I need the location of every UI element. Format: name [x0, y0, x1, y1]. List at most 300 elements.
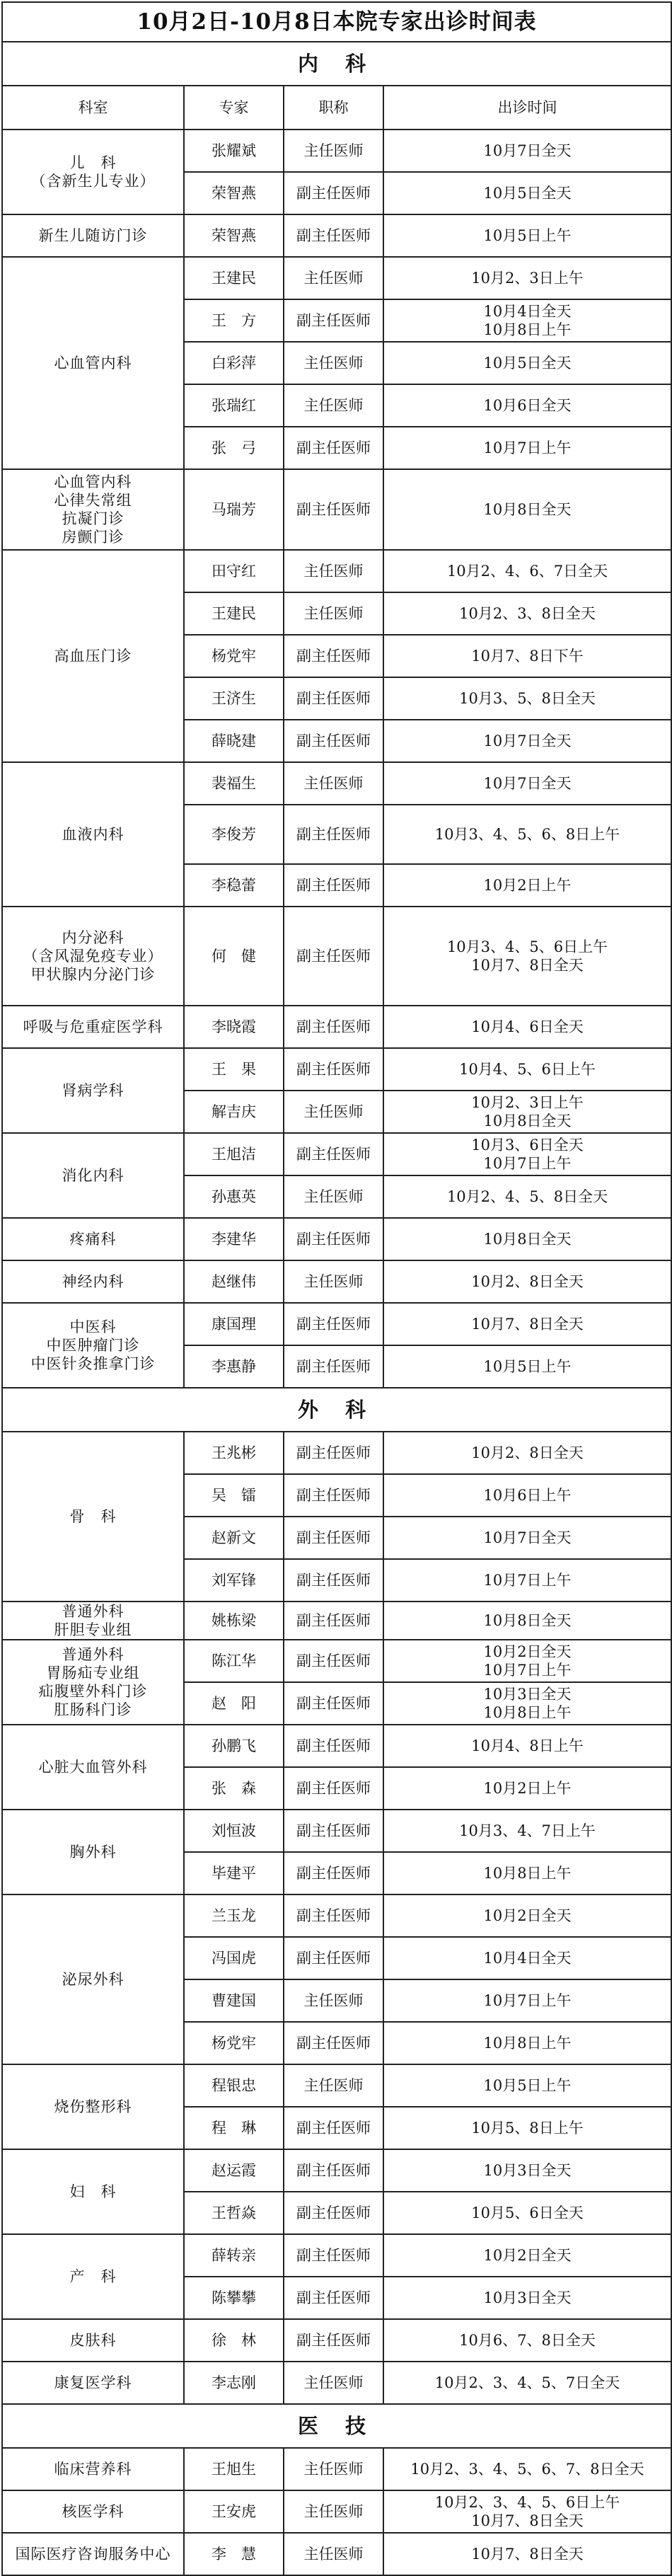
expert-cell: 张 森 — [184, 1767, 284, 1810]
dept-cell — [2, 2533, 184, 2575]
time-cell — [383, 2107, 671, 2149]
rank-cell: 主任医师 — [284, 130, 383, 172]
expert-cell: 解吉庆 — [184, 1091, 284, 1133]
dept-cell — [2, 2319, 184, 2362]
time-cell — [383, 1979, 671, 2022]
time-cell — [383, 1432, 671, 1474]
expert-cell: 冯国虎 — [184, 1937, 284, 1979]
time-cell — [383, 1218, 671, 1260]
table-row — [2, 550, 671, 592]
dept-cell — [2, 1006, 184, 1048]
cell-line: 10月5、8日上午 — [471, 2120, 584, 2137]
cell-line: 10月3日全天 — [483, 2289, 572, 2306]
time-cell — [383, 299, 671, 342]
expert-cell: 李稳蕾 — [184, 864, 284, 907]
dept-cell — [2, 762, 184, 907]
table-row — [2, 1303, 671, 1345]
expert-cell: 姚栋梁 — [184, 1602, 284, 1640]
cell-line: 新生儿随访门诊 — [38, 227, 148, 244]
rank-cell: 主任医师 — [284, 1091, 383, 1133]
cell-line: 10月5日全天 — [483, 355, 572, 372]
section-row — [2, 1388, 671, 1432]
cell-line: 10月8日全天 — [483, 1231, 572, 1248]
table-row — [2, 1432, 671, 1474]
expert-cell: 杨党牢 — [184, 635, 284, 677]
rank-cell: 副主任医师 — [284, 1894, 383, 1937]
rank-cell: 副主任医师 — [284, 1218, 383, 1260]
time-cell — [383, 469, 671, 550]
cell-line: 10月3日全天 — [483, 1686, 572, 1703]
cell-line: 10月3、5、8日全天 — [459, 690, 596, 707]
time-cell — [383, 172, 671, 214]
cell-line: 儿 科 — [69, 154, 117, 171]
cell-line: 妇 科 — [69, 2183, 117, 2200]
dept-cell — [2, 2234, 184, 2319]
expert-cell: 李建华 — [184, 1218, 284, 1260]
rank-cell: 副主任医师 — [284, 2319, 383, 2362]
cell-line: 10月2、3、4、5、7日全天 — [434, 2374, 620, 2391]
cell-line: 10月7日上午 — [483, 439, 572, 456]
time-cell — [383, 1006, 671, 1048]
expert-cell: 兰玉龙 — [184, 1894, 284, 1937]
rank-cell: 副主任医师 — [284, 677, 383, 720]
expert-cell: 赵新文 — [184, 1517, 284, 1559]
cell-line: 产 科 — [69, 2268, 117, 2285]
time-cell — [383, 720, 671, 762]
expert-cell: 王旭生 — [184, 2448, 284, 2490]
cell-line: 中医肿瘤门诊 — [46, 1337, 140, 1354]
dept-cell — [2, 469, 184, 550]
rank-cell: 副主任医师 — [284, 864, 383, 907]
rank-cell: 副主任医师 — [284, 720, 383, 762]
table-row — [2, 2533, 671, 2575]
rank-cell: 主任医师 — [284, 257, 383, 299]
expert-cell: 薛转亲 — [184, 2234, 284, 2277]
cell-line: 骨 科 — [69, 1508, 117, 1525]
rank-cell: 副主任医师 — [284, 2149, 383, 2192]
cell-line: 10月5日上午 — [483, 1358, 572, 1375]
table-row — [2, 1894, 671, 1937]
dept-cell — [2, 550, 184, 762]
rank-cell: 主任医师 — [284, 342, 383, 384]
cell-line: 10月7、8日全天 — [471, 1316, 584, 1333]
cell-line: 10月7日上午 — [483, 1992, 572, 2009]
cell-line: 10月3、4、5、6、8日上午 — [434, 826, 620, 843]
expert-cell: 王 方 — [184, 299, 284, 342]
time-cell — [383, 1091, 671, 1133]
page-title: 10月2日-10月8日本院专家出诊时间表 — [2, 2, 671, 42]
cell-line: 10月7、8日全天 — [471, 957, 584, 974]
expert-cell: 张耀斌 — [184, 130, 284, 172]
time-cell — [383, 2319, 671, 2362]
cell-line: 10月3、6日全天 — [471, 1137, 584, 1154]
table-row — [2, 1602, 671, 1640]
rank-cell: 副主任医师 — [284, 1682, 383, 1725]
rank-cell: 副主任医师 — [284, 1432, 383, 1474]
time-cell — [383, 592, 671, 635]
time-cell — [383, 864, 671, 907]
time-cell — [383, 677, 671, 720]
dept-cell — [2, 2149, 184, 2234]
header-time: 出诊时间 — [383, 86, 671, 130]
expert-cell: 王建民 — [184, 257, 284, 299]
cell-line: 房颤门诊 — [62, 529, 124, 546]
table-row — [2, 2490, 671, 2533]
time-cell — [383, 2448, 671, 2490]
table-row — [2, 2149, 671, 2192]
table-row — [2, 1133, 671, 1175]
cell-line: 烧伤整形科 — [54, 2098, 132, 2115]
cell-line: 10月2、8日全天 — [471, 1273, 584, 1290]
dept-cell — [2, 2490, 184, 2533]
cell-line: 胸外科 — [69, 1844, 117, 1861]
rank-cell: 副主任医师 — [284, 2107, 383, 2149]
cell-line: 10月7日上午 — [483, 1572, 572, 1589]
rank-cell: 主任医师 — [284, 762, 383, 805]
expert-cell: 赵继伟 — [184, 1260, 284, 1303]
cell-line: 肝胆专业组 — [54, 1621, 132, 1638]
time-cell — [383, 1048, 671, 1091]
dept-cell — [2, 130, 184, 214]
time-cell — [383, 635, 671, 677]
rank-cell: 副主任医师 — [284, 907, 383, 1006]
cell-line: 心脏大血管外科 — [38, 1759, 148, 1776]
expert-cell: 李 慧 — [184, 2533, 284, 2575]
time-cell — [383, 1937, 671, 1979]
cell-line: 10月3、4、5、6日上午 — [446, 938, 608, 955]
table-row — [2, 214, 671, 257]
time-cell — [383, 907, 671, 1006]
rank-cell: 副主任医师 — [284, 1852, 383, 1894]
dept-cell — [2, 1260, 184, 1303]
table-row — [2, 1640, 671, 1682]
expert-cell: 王建民 — [184, 592, 284, 635]
expert-cell: 薛晓建 — [184, 720, 284, 762]
cell-line: 10月8日上午 — [483, 1704, 572, 1721]
rank-cell: 副主任医师 — [284, 2192, 383, 2234]
expert-cell: 陈江华 — [184, 1640, 284, 1682]
cell-line: 普通外科 — [62, 1646, 124, 1663]
cell-line: （含新生儿专业） — [30, 173, 156, 190]
cell-line: 普通外科 — [62, 1603, 124, 1620]
expert-cell: 张瑞红 — [184, 384, 284, 427]
time-cell — [383, 2533, 671, 2575]
cell-line: 10月5日上午 — [483, 227, 572, 244]
time-cell — [383, 2277, 671, 2319]
time-cell — [383, 1602, 671, 1640]
expert-cell: 曹建国 — [184, 1979, 284, 2022]
cell-line: 甲状腺内分泌门诊 — [30, 966, 156, 983]
expert-cell: 刘恒波 — [184, 1810, 284, 1852]
rank-cell: 副主任医师 — [284, 1345, 383, 1388]
cell-line: 10月2、4、6、7日全天 — [446, 563, 608, 580]
dept-cell — [2, 2064, 184, 2149]
cell-line: 10月7、8日全天 — [471, 2546, 584, 2563]
rank-cell: 副主任医师 — [284, 427, 383, 469]
schedule-body — [2, 2, 671, 2575]
rank-cell: 主任医师 — [284, 1260, 383, 1303]
cell-line: 10月5、6日全天 — [471, 2204, 584, 2221]
dept-cell — [2, 1048, 184, 1133]
dept-cell — [2, 1810, 184, 1894]
rank-cell: 副主任医师 — [284, 1767, 383, 1810]
section-row — [2, 2404, 671, 2448]
cell-line: 康复医学科 — [54, 2374, 132, 2391]
table-row — [2, 469, 671, 550]
expert-cell: 王安虎 — [184, 2490, 284, 2533]
section-title: 医 技 — [2, 2404, 671, 2448]
rank-cell: 副主任医师 — [284, 635, 383, 677]
time-cell — [383, 2192, 671, 2234]
cell-line: 抗凝门诊 — [62, 510, 124, 527]
section-title: 内 科 — [2, 42, 671, 86]
rank-cell: 主任医师 — [284, 1175, 383, 1218]
header-row — [2, 86, 671, 130]
table-row — [2, 1810, 671, 1852]
time-cell — [383, 805, 671, 864]
cell-line: 10月2、4、5、8日全天 — [446, 1188, 608, 1205]
table-row — [2, 1260, 671, 1303]
dept-cell — [2, 1640, 184, 1725]
time-cell — [383, 2022, 671, 2064]
cell-line: 高血压门诊 — [54, 648, 132, 665]
time-cell — [383, 1725, 671, 1767]
time-cell — [383, 1810, 671, 1852]
time-cell — [383, 1767, 671, 1810]
rank-cell: 主任医师 — [284, 2362, 383, 2404]
time-cell — [383, 2234, 671, 2277]
time-cell — [383, 1640, 671, 1682]
dept-cell — [2, 2362, 184, 2404]
cell-line: 泌尿外科 — [62, 1971, 124, 1988]
time-cell — [383, 2149, 671, 2192]
table-row — [2, 2319, 671, 2362]
rank-cell: 主任医师 — [284, 550, 383, 592]
table-row — [2, 2064, 671, 2107]
cell-line: 10月4、5、6日上午 — [459, 1061, 596, 1078]
cell-line: 10月2、3、4、5、6日上午 — [434, 2494, 620, 2511]
expert-cell: 吴 镭 — [184, 1474, 284, 1517]
dept-cell — [2, 1602, 184, 1640]
table-row — [2, 1218, 671, 1260]
rank-cell: 主任医师 — [284, 1979, 383, 2022]
expert-cell: 赵 阳 — [184, 1682, 284, 1725]
cell-line: 10月8日全天 — [483, 501, 572, 518]
rank-cell: 副主任医师 — [284, 1133, 383, 1175]
cell-line: 10月4日全天 — [483, 303, 572, 320]
cell-line: 10月4日全天 — [483, 1950, 572, 1967]
cell-line: 肾病学科 — [62, 1082, 124, 1099]
expert-cell: 田守红 — [184, 550, 284, 592]
cell-line: 10月8日上午 — [483, 2035, 572, 2052]
rank-cell: 副主任医师 — [284, 805, 383, 864]
cell-line: 核医学科 — [62, 2503, 124, 2520]
rank-cell: 副主任医师 — [284, 1602, 383, 1640]
cell-line: （含风湿免疫专业） — [23, 948, 163, 965]
dept-cell — [2, 257, 184, 469]
cell-line: 10月2、3日上午 — [471, 270, 584, 287]
cell-line: 10月5日上午 — [483, 2077, 572, 2094]
section-title: 外 科 — [2, 1388, 671, 1432]
cell-line: 10月3、4、7日上午 — [459, 1822, 596, 1839]
rank-cell: 副主任医师 — [284, 1303, 383, 1345]
expert-cell: 康国理 — [184, 1303, 284, 1345]
rank-cell: 副主任医师 — [284, 172, 383, 214]
expert-cell: 李惠静 — [184, 1345, 284, 1388]
cell-line: 疝腹壁外科门诊 — [38, 1683, 148, 1700]
time-cell — [383, 2064, 671, 2107]
rank-cell: 主任医师 — [284, 2533, 383, 2575]
cell-line: 10月7日全天 — [483, 142, 572, 159]
table-row — [2, 1006, 671, 1048]
expert-cell: 程 琳 — [184, 2107, 284, 2149]
table-row — [2, 1725, 671, 1767]
cell-line: 胃肠疝专业组 — [46, 1664, 140, 1681]
rank-cell: 副主任医师 — [284, 214, 383, 257]
header-dept: 科室 — [2, 86, 184, 130]
table-row — [2, 762, 671, 805]
cell-line: 10月5日全天 — [483, 185, 572, 202]
expert-cell: 王旭洁 — [184, 1133, 284, 1175]
rank-cell: 主任医师 — [284, 2490, 383, 2533]
cell-line: 内分泌科 — [62, 929, 124, 946]
rank-cell: 副主任医师 — [284, 1006, 383, 1048]
time-cell — [383, 1559, 671, 1602]
cell-line: 10月8日全天 — [483, 1112, 572, 1129]
time-cell — [383, 550, 671, 592]
rank-cell: 副主任医师 — [284, 299, 383, 342]
cell-line: 疼痛科 — [69, 1231, 117, 1248]
time-cell — [383, 1303, 671, 1345]
cell-line: 心血管内科 — [54, 473, 132, 490]
dept-cell — [2, 1133, 184, 1218]
time-cell — [383, 1345, 671, 1388]
rank-cell: 副主任医师 — [284, 1810, 383, 1852]
cell-line: 10月7日上午 — [483, 1155, 572, 1172]
cell-line: 国际医疗咨询服务中心 — [15, 2546, 171, 2563]
dept-cell — [2, 1725, 184, 1810]
rank-cell: 副主任医师 — [284, 2277, 383, 2319]
time-cell — [383, 214, 671, 257]
cell-line: 10月7日全天 — [483, 775, 572, 792]
cell-line: 10月3日全天 — [483, 2162, 572, 2179]
cell-line: 10月2、8日全天 — [471, 1444, 584, 1461]
time-cell — [383, 130, 671, 172]
time-cell — [383, 1682, 671, 1725]
cell-line: 心律失常组 — [54, 492, 132, 509]
cell-line: 10月2、3日上午 — [471, 1094, 584, 1111]
cell-line: 肛肠科门诊 — [54, 1701, 132, 1718]
dept-cell — [2, 1894, 184, 2064]
cell-line: 10月7日全天 — [483, 732, 572, 749]
header-expert: 专家 — [184, 86, 284, 130]
expert-cell: 荣智燕 — [184, 172, 284, 214]
cell-line: 10月2日全天 — [483, 1907, 572, 1924]
rank-cell: 副主任医师 — [284, 1048, 383, 1091]
table-row — [2, 130, 671, 172]
expert-cell: 程银忠 — [184, 2064, 284, 2107]
expert-cell: 白彩萍 — [184, 342, 284, 384]
schedule-table — [1, 1, 672, 2576]
time-cell — [383, 384, 671, 427]
table-row — [2, 257, 671, 299]
expert-cell: 荣智燕 — [184, 214, 284, 257]
cell-line: 10月8日上午 — [483, 1865, 572, 1882]
cell-line: 中医科 — [69, 1318, 117, 1335]
expert-cell: 毕建平 — [184, 1852, 284, 1894]
time-cell — [383, 257, 671, 299]
cell-line: 呼吸与危重症医学科 — [23, 1018, 163, 1035]
header-rank: 职称 — [284, 86, 383, 130]
rank-cell: 副主任医师 — [284, 1559, 383, 1602]
rank-cell: 主任医师 — [284, 384, 383, 427]
cell-line: 中医针灸推拿门诊 — [30, 1355, 156, 1372]
cell-line: 临床营养科 — [54, 2461, 132, 2478]
rank-cell: 副主任医师 — [284, 1725, 383, 1767]
cell-line: 心血管内科 — [54, 355, 132, 372]
rank-cell: 副主任医师 — [284, 469, 383, 550]
expert-cell: 孙惠英 — [184, 1175, 284, 1218]
expert-cell: 李志刚 — [184, 2362, 284, 2404]
cell-line: 皮肤科 — [69, 2332, 117, 2349]
time-cell — [383, 2362, 671, 2404]
dept-cell — [2, 1432, 184, 1602]
expert-cell: 裴福生 — [184, 762, 284, 805]
cell-line: 10月4、6日全天 — [471, 1018, 584, 1035]
cell-line: 消化内科 — [62, 1167, 124, 1184]
expert-cell: 王济生 — [184, 677, 284, 720]
cell-line: 10月8日上午 — [483, 321, 572, 338]
cell-line: 血液内科 — [62, 826, 124, 843]
time-cell — [383, 1852, 671, 1894]
expert-cell: 杨党牢 — [184, 2022, 284, 2064]
rank-cell: 主任医师 — [284, 592, 383, 635]
expert-cell: 徐 林 — [184, 2319, 284, 2362]
time-cell — [383, 427, 671, 469]
cell-line: 10月8日全天 — [483, 1612, 572, 1629]
rank-cell: 副主任医师 — [284, 2022, 383, 2064]
time-cell — [383, 1517, 671, 1559]
rank-cell: 主任医师 — [284, 2064, 383, 2107]
dept-cell — [2, 1303, 184, 1388]
title-row — [2, 2, 671, 42]
rank-cell: 副主任医师 — [284, 1937, 383, 1979]
time-cell — [383, 1175, 671, 1218]
rank-cell: 副主任医师 — [284, 1474, 383, 1517]
time-cell — [383, 1133, 671, 1175]
time-cell — [383, 1894, 671, 1937]
cell-line: 10月2、3、8日全天 — [459, 605, 596, 622]
rank-cell: 副主任医师 — [284, 2234, 383, 2277]
table-row — [2, 2362, 671, 2404]
expert-cell: 王哲焱 — [184, 2192, 284, 2234]
expert-cell: 赵运霞 — [184, 2149, 284, 2192]
expert-cell: 李俊芳 — [184, 805, 284, 864]
expert-cell: 刘军锋 — [184, 1559, 284, 1602]
expert-cell: 何 健 — [184, 907, 284, 1006]
cell-line: 神经内科 — [62, 1273, 124, 1290]
cell-line: 10月2日上午 — [483, 1780, 572, 1797]
cell-line: 10月4、8日上午 — [471, 1737, 584, 1754]
cell-line: 10月7日全天 — [483, 1529, 572, 1546]
expert-cell: 王 果 — [184, 1048, 284, 1091]
section-row — [2, 42, 671, 86]
dept-cell — [2, 1218, 184, 1260]
time-cell — [383, 1260, 671, 1303]
table-row — [2, 907, 671, 1006]
cell-line: 10月6、7、8日全天 — [459, 2332, 596, 2349]
cell-line: 10月6日上午 — [483, 1487, 572, 1504]
